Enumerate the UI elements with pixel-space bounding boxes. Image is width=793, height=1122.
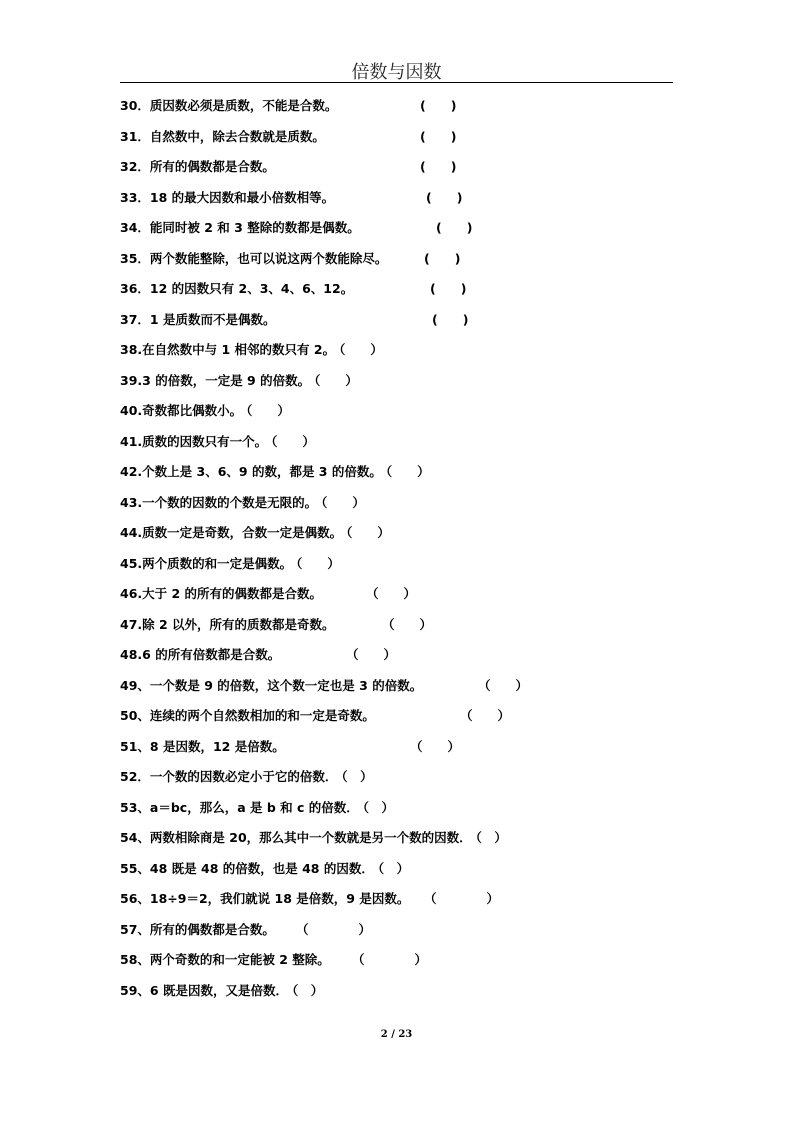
question-number: 30．: [120, 98, 150, 113]
question-number: 35．: [120, 250, 150, 266]
question-text: 48 既是 48 的倍数，也是 48 的因数．: [149, 860, 374, 876]
answer-blank: （ ）: [385, 464, 430, 479]
question-item: [120, 981, 680, 1012]
question-item: [120, 127, 680, 158]
answer-blank: （ ）: [246, 403, 290, 418]
answer-blank: ( ): [420, 128, 457, 144]
answer-blank: ( ): [426, 189, 463, 205]
answer-blank: （ ）: [341, 769, 373, 784]
answer-blank: ( ): [420, 98, 457, 113]
question-item: [120, 950, 680, 981]
question-item: [120, 523, 680, 554]
answer-blank: （ ）: [478, 677, 529, 693]
question-text: 一个数是 9 的倍数，这个数一定也是 3 的倍数。: [149, 677, 423, 693]
question-text: 18÷9＝2，我们就说 18 是倍数，9 是因数。: [149, 891, 410, 906]
question-text: 两个奇数的和一定能被 2 整除。: [149, 952, 330, 967]
answer-blank: （ ）: [291, 982, 324, 998]
question-item: [120, 920, 680, 951]
answer-blank: ( ): [430, 281, 467, 296]
question-item: [120, 249, 680, 280]
question-text: 两个数能整除，也可以说这两个数能除尽。: [149, 250, 388, 266]
question-number: 33．: [120, 189, 150, 205]
answer-blank: （ ）: [321, 494, 365, 510]
question-number: 39.: [120, 372, 143, 388]
question-text: 在自然数中与 1 相邻的数只有 2。: [142, 342, 336, 357]
question-text: 个数上是 3、6、9 的数，都是 3 的倍数。: [142, 464, 382, 479]
question-number: 54、: [120, 830, 150, 845]
question-item: [120, 737, 680, 768]
question-text: 质数一定是奇数，合数一定是偶数。: [142, 525, 343, 540]
question-number: 50、: [120, 708, 150, 723]
question-item: [120, 798, 680, 829]
question-number: 45.: [120, 555, 143, 571]
answer-blank: （ ）: [410, 738, 461, 754]
question-text: 自然数中，除去合数就是质数。: [149, 128, 325, 144]
answer-blank: ( ): [432, 311, 469, 327]
question-number: 55、: [120, 860, 150, 876]
question-number: 41.: [120, 433, 143, 449]
question-item: [120, 188, 680, 219]
answer-blank: （ ）: [475, 830, 507, 845]
page-number: 2 / 23: [380, 1029, 413, 1040]
question-item: [120, 493, 680, 524]
answer-blank: （ ）: [339, 342, 383, 357]
question-text: 1 是质数而不是偶数。: [149, 311, 276, 327]
question-text: 两数相除商是 20，那么其中一个数就是另一个数的因数．: [149, 830, 472, 845]
question-text: 所有的偶数都是合数。: [149, 159, 275, 174]
answer-blank: （ ）: [424, 891, 500, 906]
answer-blank: （ ）: [366, 586, 417, 601]
answer-blank: （ ）: [382, 616, 433, 632]
question-item: [120, 310, 680, 341]
question-item: [120, 554, 680, 585]
question-number: 32．: [120, 159, 150, 174]
question-item: [120, 157, 680, 188]
question-item: [120, 706, 680, 737]
question-number: 57、: [120, 921, 150, 937]
question-text: 能同时被 2 和 3 整除的数都是偶数。: [149, 220, 360, 235]
answer-blank: ( ): [424, 250, 461, 266]
question-text: 18 的最大因数和最小倍数相等。: [149, 189, 335, 205]
question-item: [120, 859, 680, 890]
answer-blank: （ ）: [362, 799, 395, 815]
question-number: 48.: [120, 647, 143, 662]
question-number: 46.: [120, 586, 143, 601]
question-number: 38.: [120, 342, 143, 357]
question-number: 44.: [120, 525, 143, 540]
question-number: 52．: [120, 769, 150, 784]
answer-blank: （ ）: [296, 921, 372, 937]
question-text: 8 是因数，12 是倍数。: [149, 738, 285, 754]
question-text: 一个数的因数必定小于它的倍数．: [149, 769, 338, 784]
answer-blank: （ ）: [352, 952, 428, 967]
question-text: 一个数的因数的个数是无限的。: [142, 494, 318, 510]
question-text: 大于 2 的所有的偶数都是合数。: [142, 586, 323, 601]
question-number: 58、: [120, 952, 150, 967]
question-text: 两个质数的和一定是偶数。: [142, 555, 293, 571]
page-title: 倍数与因数: [351, 62, 442, 83]
question-number: 42.: [120, 464, 143, 479]
question-number: 53、: [120, 799, 150, 815]
question-text: 质因数必须是质数，不能是合数。: [149, 98, 338, 113]
question-number: 43.: [120, 494, 143, 510]
question-text: 质数的因数只有一个。: [142, 433, 268, 449]
question-item: [120, 432, 680, 463]
question-item: [120, 828, 680, 859]
question-item: [120, 584, 680, 615]
answer-blank: （ ）: [346, 647, 397, 662]
question-number: 56、: [120, 891, 150, 906]
question-number: 47.: [120, 616, 143, 632]
question-number: 34．: [120, 220, 150, 235]
answer-blank: ( ): [436, 220, 473, 235]
question-text: 3 的倍数，一定是 9 的倍数。: [142, 372, 311, 388]
answer-blank: （ ）: [296, 555, 340, 571]
question-text: 12 的因数只有 2、3、4、6、12。: [149, 281, 354, 296]
header-divider: [120, 82, 673, 83]
question-text: 除 2 以外，所有的质数都是奇数。: [142, 616, 335, 632]
question-item: [120, 676, 680, 707]
question-text: 6 既是因数，又是倍数．: [149, 982, 288, 998]
question-item: [120, 615, 680, 646]
question-item: [120, 767, 680, 798]
answer-blank: （ ）: [377, 860, 410, 876]
question-item: [120, 340, 680, 371]
answer-blank: ( ): [420, 159, 457, 174]
question-number: 36．: [120, 281, 150, 296]
question-list: [120, 96, 680, 1011]
question-item: [120, 279, 680, 310]
question-number: 40.: [120, 403, 143, 418]
question-item: [120, 371, 680, 402]
answer-blank: （ ）: [460, 708, 511, 723]
question-item: [120, 401, 680, 432]
question-number: 31．: [120, 128, 150, 144]
answer-blank: （ ）: [346, 525, 390, 540]
question-item: [120, 645, 680, 676]
question-item: [120, 462, 680, 493]
question-text: 连续的两个自然数相加的和一定是奇数。: [149, 708, 375, 723]
question-item: [120, 889, 680, 920]
question-item: [120, 218, 680, 249]
answer-blank: （ ）: [271, 433, 315, 449]
question-text: 6 的所有倍数都是合数。: [142, 647, 281, 662]
question-item: [120, 96, 680, 127]
question-number: 51、: [120, 738, 150, 754]
question-number: 59、: [120, 982, 150, 998]
question-number: 37．: [120, 311, 150, 327]
question-text: 奇数都比偶数小。: [142, 403, 243, 418]
question-text: 所有的偶数都是合数。: [149, 921, 275, 937]
question-text: a＝bc，那么，a 是 b 和 c 的倍数．: [149, 799, 359, 815]
question-number: 49、: [120, 677, 150, 693]
answer-blank: （ ）: [314, 372, 358, 388]
